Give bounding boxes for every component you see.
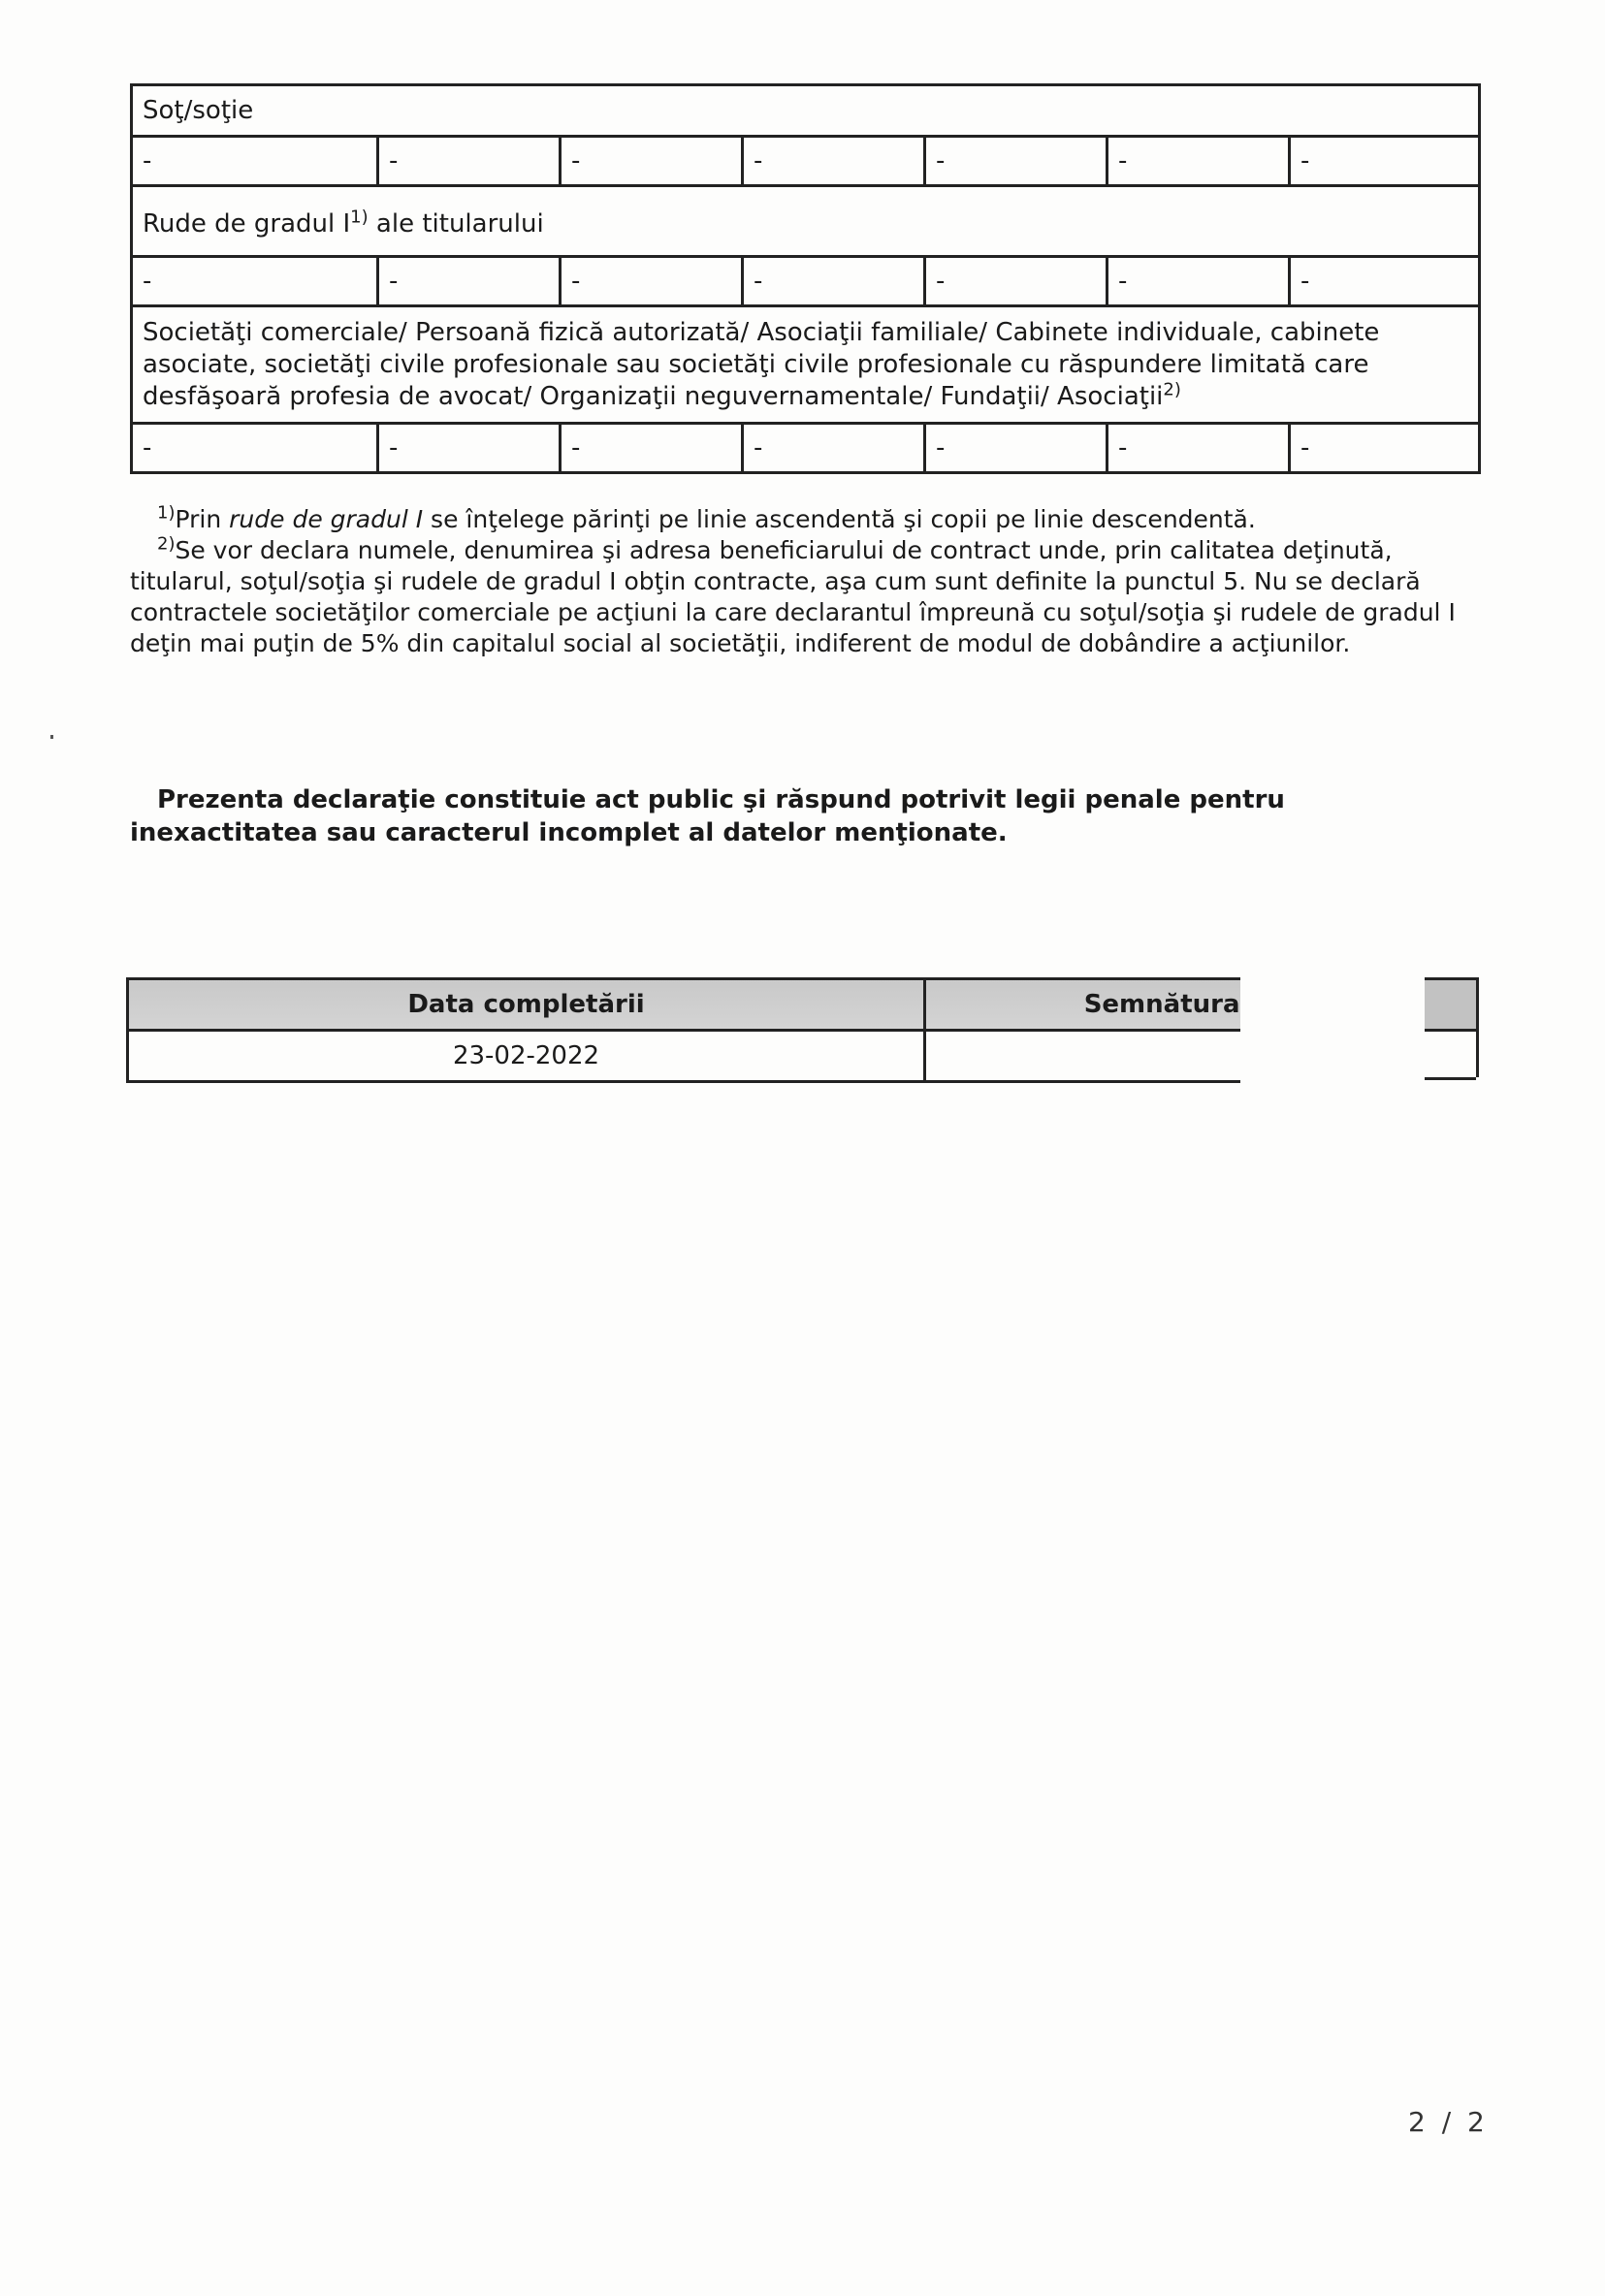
signature-value	[925, 1031, 1240, 1082]
section-header-spouse	[132, 85, 1480, 137]
scan-artifact	[50, 735, 53, 739]
footnotes	[130, 504, 1478, 659]
section-title-text: Rude de gradul I	[143, 209, 351, 239]
table-cell: -	[1290, 257, 1480, 306]
signature-header-row	[128, 979, 1240, 1031]
footnote-term: rude de gradul I	[229, 505, 424, 533]
table-cell: -	[1107, 424, 1290, 473]
section-title-text: Societăţi comerciale/ Persoană fizică autorizată/ Asociaţii familiale/ Cabinete individuale, cabinete asociate, societăţi civile profesionale sau societăţi civile profesionale cu răspundere limitată care desfăşoară profesia de avocat/ Organizaţii neguvernamentale/ Fundaţii/ Asociaţii	[143, 317, 1380, 411]
date-label: Data completării	[128, 979, 925, 1031]
table-row	[132, 137, 1480, 186]
table-cell: -	[132, 137, 378, 186]
table-cell: -	[925, 257, 1107, 306]
legal-statement: Prezenta declaraţie constituie act public şi răspund potrivit legii penale pentru inexactitatea sau caracterul incomplet al datelor menţionate.	[130, 785, 1285, 847]
table-row	[132, 424, 1480, 473]
table-cell: -	[378, 137, 561, 186]
footnote-marker: 2)	[157, 533, 176, 555]
page-number: 2 / 2	[1408, 2106, 1489, 2138]
contracts-table	[130, 83, 1481, 474]
table-cell: -	[132, 424, 378, 473]
table-cell: -	[1290, 137, 1480, 186]
signature-block	[126, 977, 1479, 1084]
table-cell: -	[1107, 137, 1290, 186]
signature-label: Semnătura	[925, 979, 1240, 1031]
table-cell: -	[561, 424, 743, 473]
table-cell: -	[378, 424, 561, 473]
signature-table-edge	[1425, 977, 1479, 1077]
table-cell: -	[743, 257, 925, 306]
signature-table	[126, 977, 1240, 1083]
table-cell: -	[561, 257, 743, 306]
footnote-ref: 2)	[1163, 378, 1181, 399]
table-cell: -	[561, 137, 743, 186]
section-header-relatives	[132, 186, 1480, 257]
table-cell: -	[743, 424, 925, 473]
table-cell: -	[1107, 257, 1290, 306]
footnote-marker: 1)	[157, 502, 176, 524]
footnote-text: se înţelege părinţi pe linie ascendentă şi copii pe linie descendentă.	[423, 505, 1256, 533]
section-title: Soţ/soţie	[132, 85, 1480, 137]
table-cell: -	[132, 257, 378, 306]
footnote-1	[130, 504, 1478, 535]
footnote-prefix: Prin	[175, 505, 230, 533]
section-title	[132, 186, 1480, 257]
footnote-ref: 1)	[350, 207, 369, 228]
signature-value-row	[128, 1031, 1240, 1082]
table-row	[132, 257, 1480, 306]
date-value: 23-02-2022	[128, 1031, 925, 1082]
table-cell: -	[1290, 424, 1480, 473]
footnote-2	[130, 535, 1478, 659]
table-cell: -	[925, 424, 1107, 473]
section-title-suffix: ale titularului	[368, 209, 544, 239]
table-cell: -	[925, 137, 1107, 186]
table-cell: -	[378, 257, 561, 306]
section-title	[132, 306, 1480, 424]
table-cell: -	[743, 137, 925, 186]
section-header-companies	[132, 306, 1480, 424]
footnote-text: Se vor declara numele, denumirea şi adresa beneficiarului de contract unde, prin calitatea deţinută, titularul, soţul/soţia şi rudele de gradul I obţin contracte, aşa cum sunt definite la punctul 5. Nu se declară contractele societăţilor comerciale pe acţiuni la care declarantul împreună cu soţul/soţia şi rudele de gradul I deţin mai puţin de 5% din capitalul social al societăţii, indiferent de modul de dobândire a acţiunilor.	[130, 536, 1456, 657]
